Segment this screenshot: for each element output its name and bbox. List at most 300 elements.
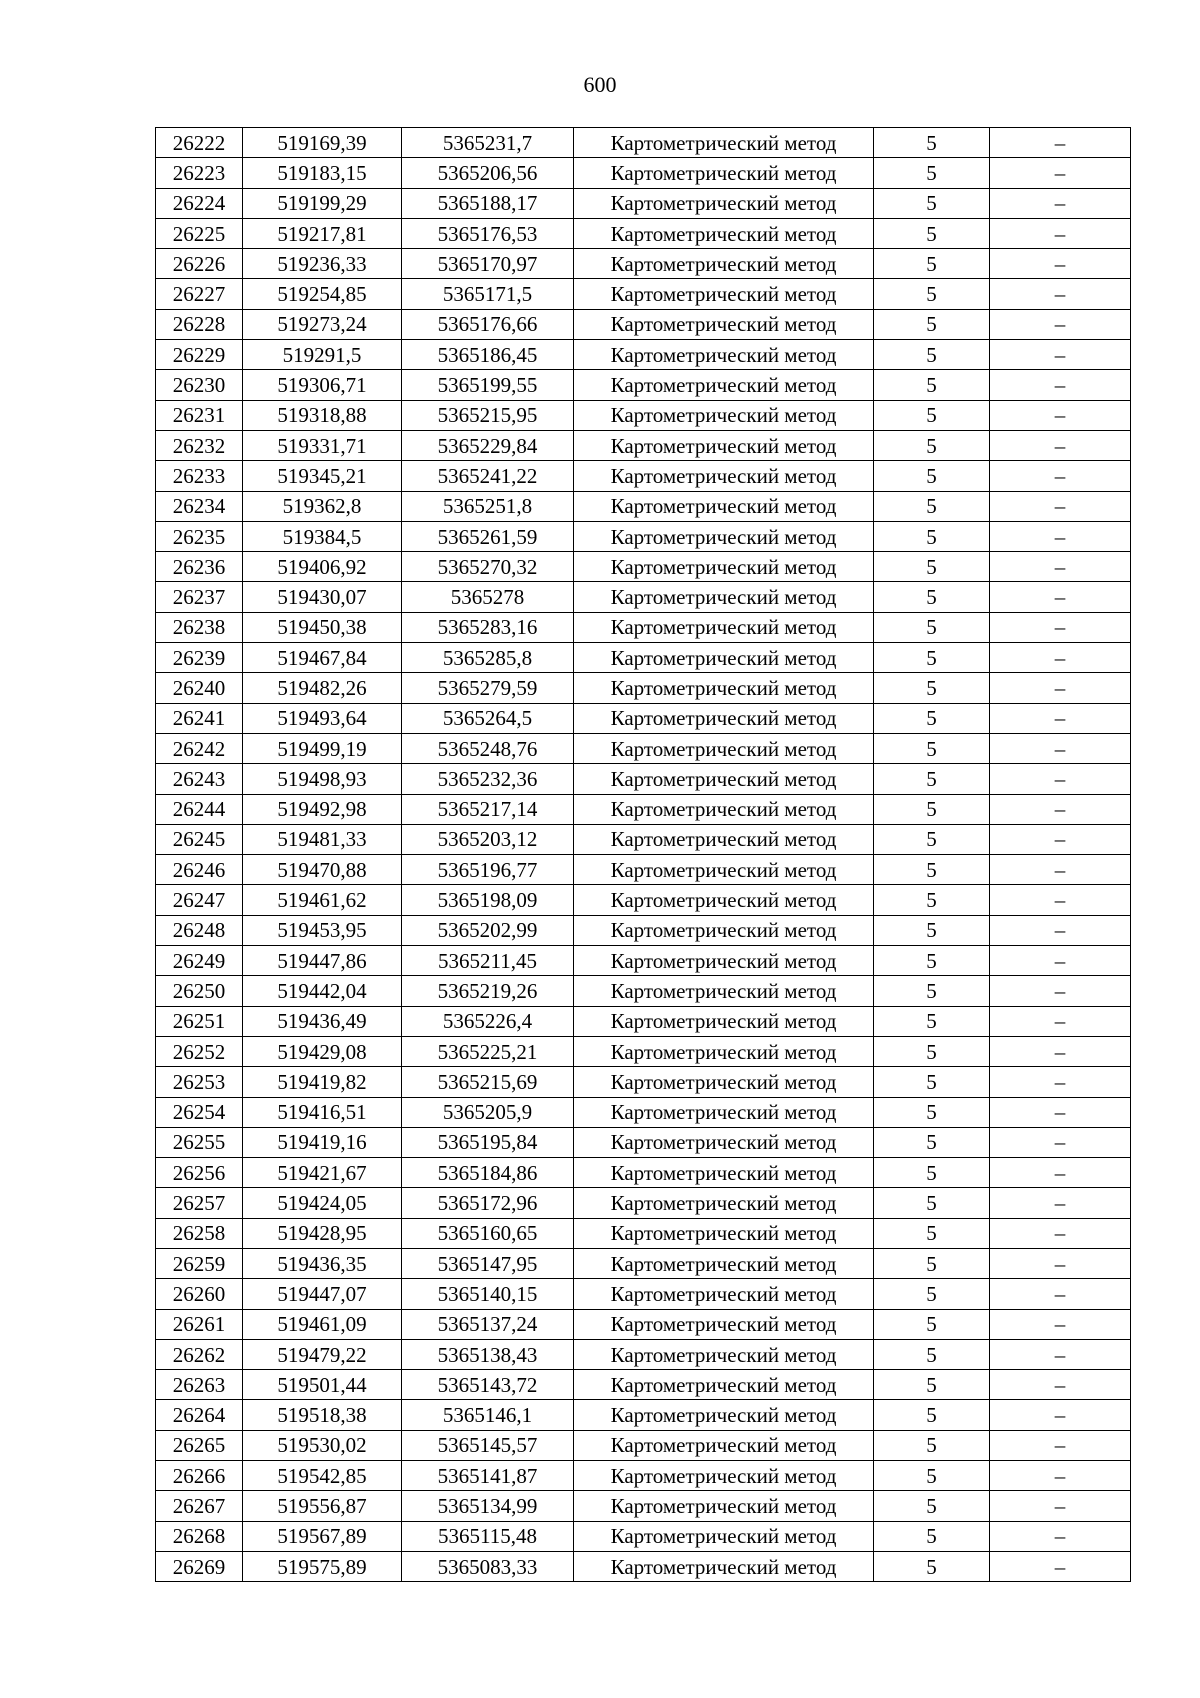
description-cell: –	[990, 521, 1131, 551]
method-cell: Картометрический метод	[574, 1491, 874, 1521]
y-coordinate-cell: 5365199,55	[402, 370, 574, 400]
y-coordinate-cell: 5365171,5	[402, 279, 574, 309]
x-coordinate-cell: 519406,92	[243, 552, 402, 582]
y-coordinate-cell: 5365147,95	[402, 1248, 574, 1278]
y-coordinate-cell: 5365198,09	[402, 885, 574, 915]
method-cell: Картометрический метод	[574, 885, 874, 915]
point-number-cell: 26257	[156, 1188, 243, 1218]
y-coordinate-cell: 5365186,45	[402, 340, 574, 370]
y-coordinate-cell: 5365196,77	[402, 855, 574, 885]
y-coordinate-cell: 5365279,59	[402, 673, 574, 703]
accuracy-cell: 5	[874, 370, 990, 400]
description-cell: –	[990, 1127, 1131, 1157]
y-coordinate-cell: 5365226,4	[402, 1006, 574, 1036]
point-number-cell: 26236	[156, 552, 243, 582]
x-coordinate-cell: 519450,38	[243, 612, 402, 642]
y-coordinate-cell: 5365184,86	[402, 1158, 574, 1188]
point-number-cell: 26258	[156, 1218, 243, 1248]
point-number-cell: 26260	[156, 1279, 243, 1309]
point-number-cell: 26241	[156, 703, 243, 733]
point-number-cell: 26226	[156, 249, 243, 279]
table-row	[156, 1006, 1131, 1036]
x-coordinate-cell: 519419,16	[243, 1127, 402, 1157]
description-cell: –	[990, 824, 1131, 854]
description-cell: –	[990, 400, 1131, 430]
y-coordinate-cell: 5365283,16	[402, 612, 574, 642]
y-coordinate-cell: 5365232,36	[402, 764, 574, 794]
point-number-cell: 26238	[156, 612, 243, 642]
description-cell: –	[990, 1067, 1131, 1097]
accuracy-cell: 5	[874, 885, 990, 915]
description-cell: –	[990, 764, 1131, 794]
y-coordinate-cell: 5365285,8	[402, 643, 574, 673]
y-coordinate-cell: 5365251,8	[402, 491, 574, 521]
method-cell: Картометрический метод	[574, 1551, 874, 1581]
x-coordinate-cell: 519254,85	[243, 279, 402, 309]
x-coordinate-cell: 519447,07	[243, 1279, 402, 1309]
table-row	[156, 400, 1131, 430]
method-cell: Картометрический метод	[574, 370, 874, 400]
y-coordinate-cell: 5365231,7	[402, 128, 574, 158]
method-cell: Картометрический метод	[574, 1339, 874, 1369]
point-number-cell: 26228	[156, 309, 243, 339]
x-coordinate-cell: 519306,71	[243, 370, 402, 400]
description-cell: –	[990, 1400, 1131, 1430]
accuracy-cell: 5	[874, 552, 990, 582]
y-coordinate-cell: 5365241,22	[402, 461, 574, 491]
y-coordinate-cell: 5365229,84	[402, 430, 574, 460]
accuracy-cell: 5	[874, 279, 990, 309]
accuracy-cell: 5	[874, 1188, 990, 1218]
y-coordinate-cell: 5365145,57	[402, 1430, 574, 1460]
accuracy-cell: 5	[874, 976, 990, 1006]
table-row	[156, 1339, 1131, 1369]
y-coordinate-cell: 5365205,9	[402, 1097, 574, 1127]
description-cell: –	[990, 855, 1131, 885]
table-row	[156, 1400, 1131, 1430]
coordinates-table-body	[156, 128, 1131, 1582]
point-number-cell: 26249	[156, 946, 243, 976]
accuracy-cell: 5	[874, 188, 990, 218]
point-number-cell: 26235	[156, 521, 243, 551]
x-coordinate-cell: 519442,04	[243, 976, 402, 1006]
description-cell: –	[990, 1158, 1131, 1188]
method-cell: Картометрический метод	[574, 552, 874, 582]
x-coordinate-cell: 519467,84	[243, 643, 402, 673]
accuracy-cell: 5	[874, 1218, 990, 1248]
y-coordinate-cell: 5365217,14	[402, 794, 574, 824]
description-cell: –	[990, 643, 1131, 673]
x-coordinate-cell: 519345,21	[243, 461, 402, 491]
point-number-cell: 26242	[156, 733, 243, 763]
description-cell: –	[990, 885, 1131, 915]
description-cell: –	[990, 1491, 1131, 1521]
point-number-cell: 26232	[156, 430, 243, 460]
page-number: 600	[583, 72, 617, 97]
x-coordinate-cell: 519501,44	[243, 1370, 402, 1400]
method-cell: Картометрический метод	[574, 400, 874, 430]
description-cell: –	[990, 279, 1131, 309]
table-row	[156, 1430, 1131, 1460]
method-cell: Картометрический метод	[574, 340, 874, 370]
accuracy-cell: 5	[874, 158, 990, 188]
method-cell: Картометрический метод	[574, 1279, 874, 1309]
x-coordinate-cell: 519424,05	[243, 1188, 402, 1218]
method-cell: Картометрический метод	[574, 794, 874, 824]
method-cell: Картометрический метод	[574, 128, 874, 158]
description-cell: –	[990, 158, 1131, 188]
point-number-cell: 26254	[156, 1097, 243, 1127]
table-row	[156, 1218, 1131, 1248]
description-cell: –	[990, 491, 1131, 521]
description-cell: –	[990, 976, 1131, 1006]
y-coordinate-cell: 5365160,65	[402, 1218, 574, 1248]
accuracy-cell: 5	[874, 794, 990, 824]
x-coordinate-cell: 519461,62	[243, 885, 402, 915]
description-cell: –	[990, 794, 1131, 824]
description-cell: –	[990, 915, 1131, 945]
table-row	[156, 1127, 1131, 1157]
table-row	[156, 794, 1131, 824]
table-row	[156, 461, 1131, 491]
x-coordinate-cell: 519217,81	[243, 218, 402, 248]
method-cell: Картометрический метод	[574, 1036, 874, 1066]
x-coordinate-cell: 519493,64	[243, 703, 402, 733]
y-coordinate-cell: 5365083,33	[402, 1551, 574, 1581]
y-coordinate-cell: 5365141,87	[402, 1461, 574, 1491]
table-row	[156, 1309, 1131, 1339]
description-cell: –	[990, 1218, 1131, 1248]
accuracy-cell: 5	[874, 249, 990, 279]
table-row	[156, 188, 1131, 218]
x-coordinate-cell: 519430,07	[243, 582, 402, 612]
y-coordinate-cell: 5365261,59	[402, 521, 574, 551]
description-cell: –	[990, 340, 1131, 370]
method-cell: Картометрический метод	[574, 1006, 874, 1036]
point-number-cell: 26225	[156, 218, 243, 248]
y-coordinate-cell: 5365146,1	[402, 1400, 574, 1430]
point-number-cell: 26262	[156, 1339, 243, 1369]
point-number-cell: 26267	[156, 1491, 243, 1521]
method-cell: Картометрический метод	[574, 733, 874, 763]
y-coordinate-cell: 5365134,99	[402, 1491, 574, 1521]
table-row	[156, 1279, 1131, 1309]
point-number-cell: 26227	[156, 279, 243, 309]
accuracy-cell: 5	[874, 218, 990, 248]
method-cell: Картометрический метод	[574, 158, 874, 188]
y-coordinate-cell: 5365172,96	[402, 1188, 574, 1218]
x-coordinate-cell: 519461,09	[243, 1309, 402, 1339]
table-row	[156, 218, 1131, 248]
point-number-cell: 26245	[156, 824, 243, 854]
description-cell: –	[990, 733, 1131, 763]
y-coordinate-cell: 5365170,97	[402, 249, 574, 279]
accuracy-cell: 5	[874, 1491, 990, 1521]
y-coordinate-cell: 5365143,72	[402, 1370, 574, 1400]
accuracy-cell: 5	[874, 491, 990, 521]
accuracy-cell: 5	[874, 1521, 990, 1551]
description-cell: –	[990, 612, 1131, 642]
table-row	[156, 976, 1131, 1006]
point-number-cell: 26229	[156, 340, 243, 370]
accuracy-cell: 5	[874, 1097, 990, 1127]
accuracy-cell: 5	[874, 1158, 990, 1188]
method-cell: Картометрический метод	[574, 461, 874, 491]
x-coordinate-cell: 519419,82	[243, 1067, 402, 1097]
description-cell: –	[990, 703, 1131, 733]
method-cell: Картометрический метод	[574, 1248, 874, 1278]
description-cell: –	[990, 1309, 1131, 1339]
accuracy-cell: 5	[874, 1248, 990, 1278]
accuracy-cell: 5	[874, 309, 990, 339]
y-coordinate-cell: 5365215,69	[402, 1067, 574, 1097]
description-cell: –	[990, 1551, 1131, 1581]
accuracy-cell: 5	[874, 400, 990, 430]
y-coordinate-cell: 5365211,45	[402, 946, 574, 976]
x-coordinate-cell: 519542,85	[243, 1461, 402, 1491]
table-row	[156, 430, 1131, 460]
x-coordinate-cell: 519481,33	[243, 824, 402, 854]
description-cell: –	[990, 1430, 1131, 1460]
x-coordinate-cell: 519421,67	[243, 1158, 402, 1188]
table-row	[156, 1491, 1131, 1521]
description-cell: –	[990, 461, 1131, 491]
accuracy-cell: 5	[874, 461, 990, 491]
table-row	[156, 582, 1131, 612]
point-number-cell: 26240	[156, 673, 243, 703]
table-row	[156, 1097, 1131, 1127]
point-number-cell: 26263	[156, 1370, 243, 1400]
accuracy-cell: 5	[874, 1006, 990, 1036]
table-row	[156, 1158, 1131, 1188]
method-cell: Картометрический метод	[574, 1067, 874, 1097]
x-coordinate-cell: 519530,02	[243, 1430, 402, 1460]
point-number-cell: 26259	[156, 1248, 243, 1278]
description-cell: –	[990, 1006, 1131, 1036]
x-coordinate-cell: 519169,39	[243, 128, 402, 158]
x-coordinate-cell: 519479,22	[243, 1339, 402, 1369]
table-row	[156, 128, 1131, 158]
y-coordinate-cell: 5365203,12	[402, 824, 574, 854]
point-number-cell: 26237	[156, 582, 243, 612]
accuracy-cell: 5	[874, 703, 990, 733]
x-coordinate-cell: 519567,89	[243, 1521, 402, 1551]
table-row	[156, 1188, 1131, 1218]
accuracy-cell: 5	[874, 521, 990, 551]
description-cell: –	[990, 582, 1131, 612]
x-coordinate-cell: 519575,89	[243, 1551, 402, 1581]
point-number-cell: 26268	[156, 1521, 243, 1551]
table-row	[156, 249, 1131, 279]
table-row	[156, 915, 1131, 945]
x-coordinate-cell: 519482,26	[243, 673, 402, 703]
description-cell: –	[990, 1097, 1131, 1127]
x-coordinate-cell: 519199,29	[243, 188, 402, 218]
description-cell: –	[990, 1248, 1131, 1278]
point-number-cell: 26223	[156, 158, 243, 188]
point-number-cell: 26261	[156, 1309, 243, 1339]
point-number-cell: 26233	[156, 461, 243, 491]
table-row	[156, 370, 1131, 400]
table-row	[156, 885, 1131, 915]
point-number-cell: 26251	[156, 1006, 243, 1036]
point-number-cell: 26266	[156, 1461, 243, 1491]
table-row	[156, 340, 1131, 370]
x-coordinate-cell: 519556,87	[243, 1491, 402, 1521]
table-row	[156, 279, 1131, 309]
method-cell: Картометрический метод	[574, 915, 874, 945]
method-cell: Картометрический метод	[574, 1127, 874, 1157]
y-coordinate-cell: 5365202,99	[402, 915, 574, 945]
coordinates-table	[155, 127, 1131, 1582]
y-coordinate-cell: 5365195,84	[402, 1127, 574, 1157]
table-row	[156, 521, 1131, 551]
description-cell: –	[990, 430, 1131, 460]
description-cell: –	[990, 1339, 1131, 1369]
description-cell: –	[990, 1188, 1131, 1218]
description-cell: –	[990, 249, 1131, 279]
table-row	[156, 824, 1131, 854]
table-row	[156, 1067, 1131, 1097]
method-cell: Картометрический метод	[574, 643, 874, 673]
method-cell: Картометрический метод	[574, 1309, 874, 1339]
description-cell: –	[990, 1370, 1131, 1400]
accuracy-cell: 5	[874, 1067, 990, 1097]
point-number-cell: 26224	[156, 188, 243, 218]
method-cell: Картометрический метод	[574, 218, 874, 248]
point-number-cell: 26250	[156, 976, 243, 1006]
table-row	[156, 552, 1131, 582]
point-number-cell: 26231	[156, 400, 243, 430]
method-cell: Картометрический метод	[574, 1218, 874, 1248]
y-coordinate-cell: 5365264,5	[402, 703, 574, 733]
y-coordinate-cell: 5365219,26	[402, 976, 574, 1006]
y-coordinate-cell: 5365206,56	[402, 158, 574, 188]
x-coordinate-cell: 519436,35	[243, 1248, 402, 1278]
x-coordinate-cell: 519273,24	[243, 309, 402, 339]
accuracy-cell: 5	[874, 733, 990, 763]
x-coordinate-cell: 519318,88	[243, 400, 402, 430]
method-cell: Картометрический метод	[574, 1521, 874, 1551]
accuracy-cell: 5	[874, 1370, 990, 1400]
description-cell: –	[990, 946, 1131, 976]
x-coordinate-cell: 519331,71	[243, 430, 402, 460]
accuracy-cell: 5	[874, 1339, 990, 1369]
method-cell: Картометрический метод	[574, 1400, 874, 1430]
table-row	[156, 1551, 1131, 1581]
description-cell: –	[990, 1279, 1131, 1309]
x-coordinate-cell: 519429,08	[243, 1036, 402, 1066]
y-coordinate-cell: 5365215,95	[402, 400, 574, 430]
description-cell: –	[990, 370, 1131, 400]
method-cell: Картометрический метод	[574, 855, 874, 885]
method-cell: Картометрический метод	[574, 249, 874, 279]
table-row	[156, 855, 1131, 885]
description-cell: –	[990, 188, 1131, 218]
description-cell: –	[990, 673, 1131, 703]
accuracy-cell: 5	[874, 1279, 990, 1309]
accuracy-cell: 5	[874, 612, 990, 642]
y-coordinate-cell: 5365176,66	[402, 309, 574, 339]
point-number-cell: 26239	[156, 643, 243, 673]
y-coordinate-cell: 5365278	[402, 582, 574, 612]
table-row	[156, 1036, 1131, 1066]
y-coordinate-cell: 5365138,43	[402, 1339, 574, 1369]
description-cell: –	[990, 128, 1131, 158]
x-coordinate-cell: 519470,88	[243, 855, 402, 885]
x-coordinate-cell: 519447,86	[243, 946, 402, 976]
description-cell: –	[990, 1036, 1131, 1066]
table-row	[156, 1521, 1131, 1551]
accuracy-cell: 5	[874, 1036, 990, 1066]
point-number-cell: 26234	[156, 491, 243, 521]
point-number-cell: 26248	[156, 915, 243, 945]
table-row	[156, 158, 1131, 188]
method-cell: Картометрический метод	[574, 279, 874, 309]
x-coordinate-cell: 519518,38	[243, 1400, 402, 1430]
description-cell: –	[990, 1461, 1131, 1491]
point-number-cell: 26269	[156, 1551, 243, 1581]
method-cell: Картометрический метод	[574, 1370, 874, 1400]
point-number-cell: 26247	[156, 885, 243, 915]
point-number-cell: 26244	[156, 794, 243, 824]
point-number-cell: 26256	[156, 1158, 243, 1188]
table-row	[156, 1370, 1131, 1400]
method-cell: Картометрический метод	[574, 1188, 874, 1218]
x-coordinate-cell: 519498,93	[243, 764, 402, 794]
table-row	[156, 612, 1131, 642]
description-cell: –	[990, 1521, 1131, 1551]
accuracy-cell: 5	[874, 340, 990, 370]
y-coordinate-cell: 5365270,32	[402, 552, 574, 582]
method-cell: Картометрический метод	[574, 673, 874, 703]
description-cell: –	[990, 552, 1131, 582]
table-row	[156, 733, 1131, 763]
accuracy-cell: 5	[874, 946, 990, 976]
x-coordinate-cell: 519183,15	[243, 158, 402, 188]
method-cell: Картометрический метод	[574, 1097, 874, 1127]
y-coordinate-cell: 5365137,24	[402, 1309, 574, 1339]
point-number-cell: 26246	[156, 855, 243, 885]
method-cell: Картометрический метод	[574, 582, 874, 612]
x-coordinate-cell: 519499,19	[243, 733, 402, 763]
point-number-cell: 26252	[156, 1036, 243, 1066]
y-coordinate-cell: 5365188,17	[402, 188, 574, 218]
accuracy-cell: 5	[874, 582, 990, 612]
method-cell: Картометрический метод	[574, 764, 874, 794]
accuracy-cell: 5	[874, 1127, 990, 1157]
point-number-cell: 26222	[156, 128, 243, 158]
table-row	[156, 673, 1131, 703]
table-row	[156, 491, 1131, 521]
y-coordinate-cell: 5365248,76	[402, 733, 574, 763]
point-number-cell: 26243	[156, 764, 243, 794]
table-row	[156, 764, 1131, 794]
point-number-cell: 26264	[156, 1400, 243, 1430]
description-cell: –	[990, 218, 1131, 248]
accuracy-cell: 5	[874, 855, 990, 885]
description-cell: –	[990, 309, 1131, 339]
accuracy-cell: 5	[874, 128, 990, 158]
accuracy-cell: 5	[874, 824, 990, 854]
table-row	[156, 1461, 1131, 1491]
y-coordinate-cell: 5365176,53	[402, 218, 574, 248]
x-coordinate-cell: 519453,95	[243, 915, 402, 945]
y-coordinate-cell: 5365115,48	[402, 1521, 574, 1551]
method-cell: Картометрический метод	[574, 976, 874, 1006]
method-cell: Картометрический метод	[574, 1461, 874, 1491]
accuracy-cell: 5	[874, 1309, 990, 1339]
